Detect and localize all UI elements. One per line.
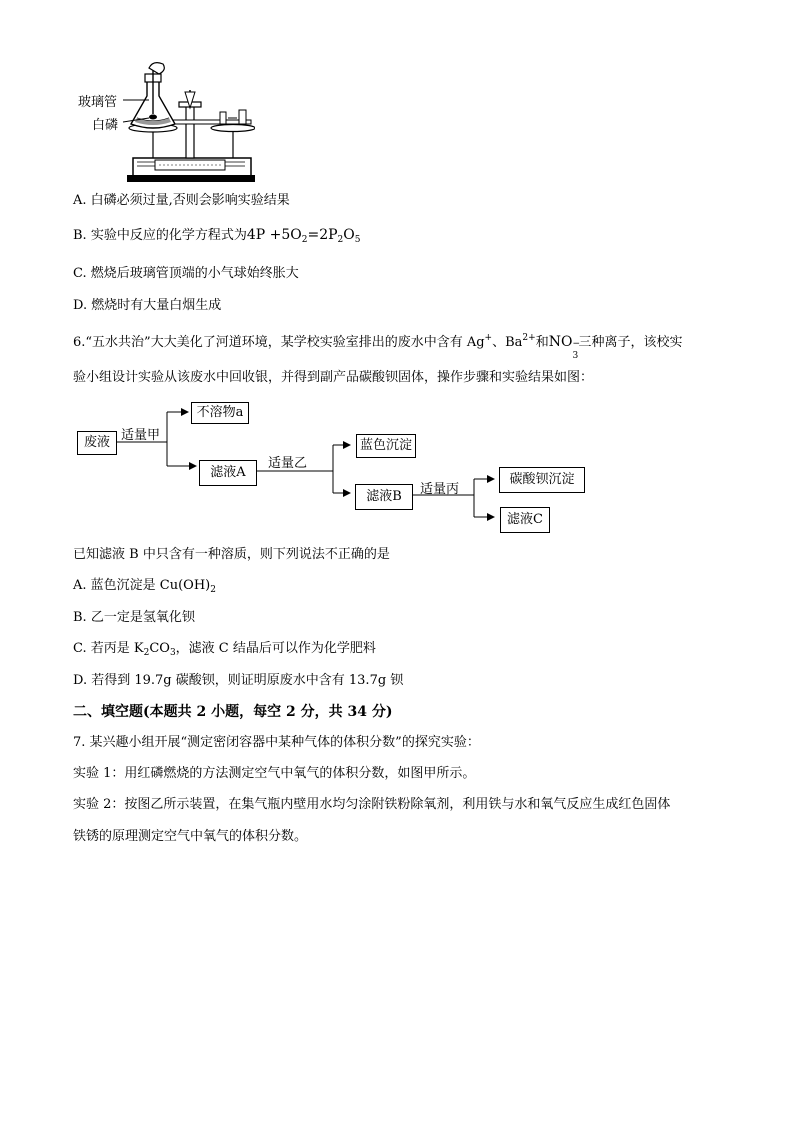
box-baco3-precipitate: 碳酸钡沉淀	[499, 467, 585, 493]
q7-stem: 7. 某兴趣小组开展“测定密闭容器中某种气体的体积分数”的探究实验：	[73, 735, 480, 750]
q6-option-b: B. 乙一定是氢氧化钡	[73, 610, 195, 625]
q6-condition: 已知滤液 B 中只含有一种溶质，则下列说法不正确的是	[73, 547, 390, 562]
q6-stem-text: 和	[535, 335, 549, 350]
box-filtrate-b: 滤液B	[355, 484, 413, 510]
apparatus-figure	[75, 62, 255, 184]
box-waste: 废液	[77, 431, 117, 455]
label-reagent-b: 适量乙	[268, 456, 308, 471]
section-heading: 二、填空题(本题共 2 小题，每空 2 分，共 34 分)	[73, 704, 393, 720]
q6-option-a	[73, 578, 216, 594]
q5-option-a: A. 白磷必须过量,否则会影响实验结果	[73, 193, 290, 208]
label-reagent-a: 适量甲	[121, 428, 161, 443]
q5-option-b-text: B. 实验中反应的化学方程式为	[73, 228, 247, 243]
q7-experiment-2-line1: 实验 2：按图乙所示装置，在集气瓶内壁用水均匀涂附铁粉除氧剂，利用铁与水和氧气反应生成红色固体	[73, 797, 671, 812]
box-blue-precipitate: 蓝色沉淀	[356, 434, 416, 458]
eq-part: 4P +5O	[246, 227, 302, 243]
no3-base: NO	[548, 334, 573, 350]
ba-charge: 2+	[522, 333, 536, 343]
q6-option-c	[73, 641, 376, 657]
q5-equation	[247, 227, 361, 243]
q6-stem-text: 、Ba	[492, 335, 523, 350]
label-reagent-c: 适量丙	[420, 482, 460, 497]
q6-option-c-text: ，滤液 C 结晶后可以作为化学肥料	[175, 641, 376, 656]
q5-option-b	[73, 227, 360, 244]
eq-part: O	[343, 227, 355, 243]
q6-stem-line1	[73, 333, 683, 361]
box-insoluble-a: 不溶物a	[191, 402, 249, 424]
q6-option-a-sub: 2	[210, 585, 216, 595]
q5-option-c: C. 燃烧后玻璃管顶端的小气球始终胀大	[73, 266, 299, 281]
ag-charge: +	[484, 333, 493, 343]
box-filtrate-a: 滤液A	[199, 460, 257, 486]
q6-stem-text: 三种离子，该校实	[578, 335, 683, 350]
eq-sub: 2	[301, 235, 308, 245]
q6-option-d: D. 若得到 19.7g 碳酸钡，则证明原废水中含有 13.7g 钡	[73, 673, 404, 688]
q6-option-c-sub: 3	[169, 648, 176, 658]
q7-experiment-1: 实验 1：用红磷燃烧的方法测定空气中氧气的体积分数，如图甲所示。	[73, 766, 476, 781]
q7-experiment-2-line2: 铁锈的原理测定空气中氧气的体积分数。	[73, 829, 308, 844]
q6-stem-line2: 验小组设计实验从该废水中回收银，并得到副产品碳酸钡固体，操作步骤和实验结果如图：	[73, 370, 594, 385]
label-glass-tube: 玻璃管	[78, 95, 118, 110]
eq-part: =2P	[307, 227, 338, 243]
q6-option-c-text: C. 若丙是 K	[73, 641, 144, 656]
q6-option-c-sub: 2	[143, 648, 150, 658]
eq-sub: 2	[337, 235, 344, 245]
q6-option-a-text: A. 蓝色沉淀是 Cu(OH)	[73, 578, 211, 593]
label-white-phosphorus: 白磷	[92, 118, 119, 133]
eq-sub: 5	[354, 235, 361, 245]
box-filtrate-c: 滤液C	[500, 507, 550, 533]
q5-option-d: D. 燃烧时有大量白烟生成	[73, 298, 222, 313]
q6-stem-text: 6.“五水共治”大大美化了河道环境，某学校实验室排出的废水中含有 Ag	[73, 335, 485, 350]
q6-option-c-text: CO	[149, 641, 170, 656]
nitrate-ion: NO − 3	[548, 334, 580, 361]
